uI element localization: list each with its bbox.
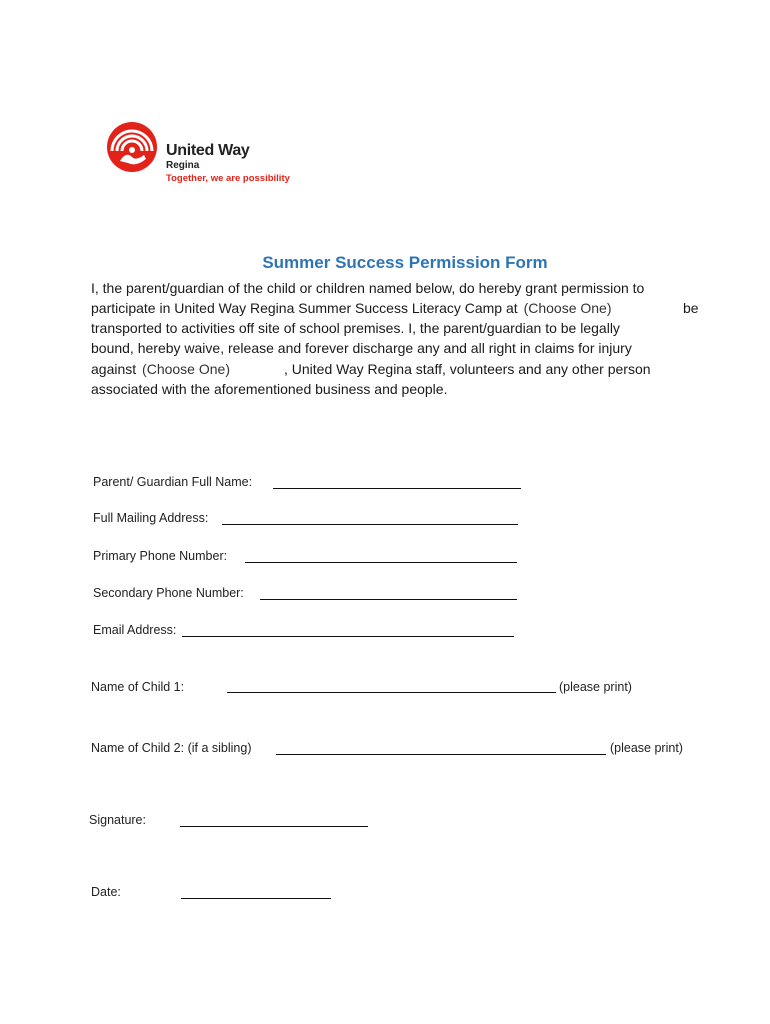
secondary-phone-field[interactable] xyxy=(260,599,517,600)
form-title: Summer Success Permission Form xyxy=(262,253,548,272)
paragraph-line xyxy=(91,298,703,318)
paragraph-text: be xyxy=(683,300,699,316)
camp-dropdown[interactable]: (Choose One) xyxy=(523,300,612,316)
mailing-address-field[interactable] xyxy=(222,524,518,525)
paragraph-line: associated with the aforementioned business and people. xyxy=(91,381,448,397)
guardian-name-label: Parent/ Guardian Full Name: xyxy=(93,475,253,489)
paragraph-line: transported to activities off site of school premises. I, the parent/guardian to be legally xyxy=(91,320,620,336)
child1-label: Name of Child 1: xyxy=(91,680,185,694)
primary-phone-field[interactable] xyxy=(245,562,517,563)
date-field[interactable] xyxy=(181,898,331,899)
email-label: Email Address: xyxy=(93,623,177,637)
signature-label: Signature: xyxy=(89,813,146,827)
united-way-logo-icon xyxy=(106,121,158,173)
paragraph-line: bound, hereby waive, release and forever discharge any and all right in claims for injury xyxy=(91,340,632,356)
paragraph-line: I, the parent/guardian of the child or children named below, do hereby grant permission to xyxy=(91,280,645,296)
guardian-name-field[interactable] xyxy=(273,488,521,489)
paragraph-text: , United Way Regina staff, volunteers and any other person xyxy=(284,361,651,377)
brand-name: United Way xyxy=(166,142,250,159)
child2-field[interactable] xyxy=(276,754,606,755)
email-field[interactable] xyxy=(182,636,514,637)
paragraph-line xyxy=(91,359,703,379)
child2-label: Name of Child 2: (if a sibling) xyxy=(91,741,252,755)
paragraph-text: against xyxy=(91,361,137,377)
primary-phone-label: Primary Phone Number: xyxy=(93,549,228,563)
mailing-address-label: Full Mailing Address: xyxy=(93,511,209,525)
signature-field[interactable] xyxy=(180,826,368,827)
please-print-note: (please print) xyxy=(559,680,632,694)
date-label: Date: xyxy=(91,885,121,899)
brand-tagline: Together, we are possibility xyxy=(166,173,290,184)
child1-field[interactable] xyxy=(227,692,556,693)
paragraph-text: participate in United Way Regina Summer Success Literacy Camp at xyxy=(91,300,518,316)
please-print-note: (please print) xyxy=(610,741,683,755)
brand-region: Regina xyxy=(166,160,200,171)
secondary-phone-label: Secondary Phone Number: xyxy=(93,586,244,600)
against-dropdown[interactable]: (Choose One) xyxy=(142,361,230,377)
